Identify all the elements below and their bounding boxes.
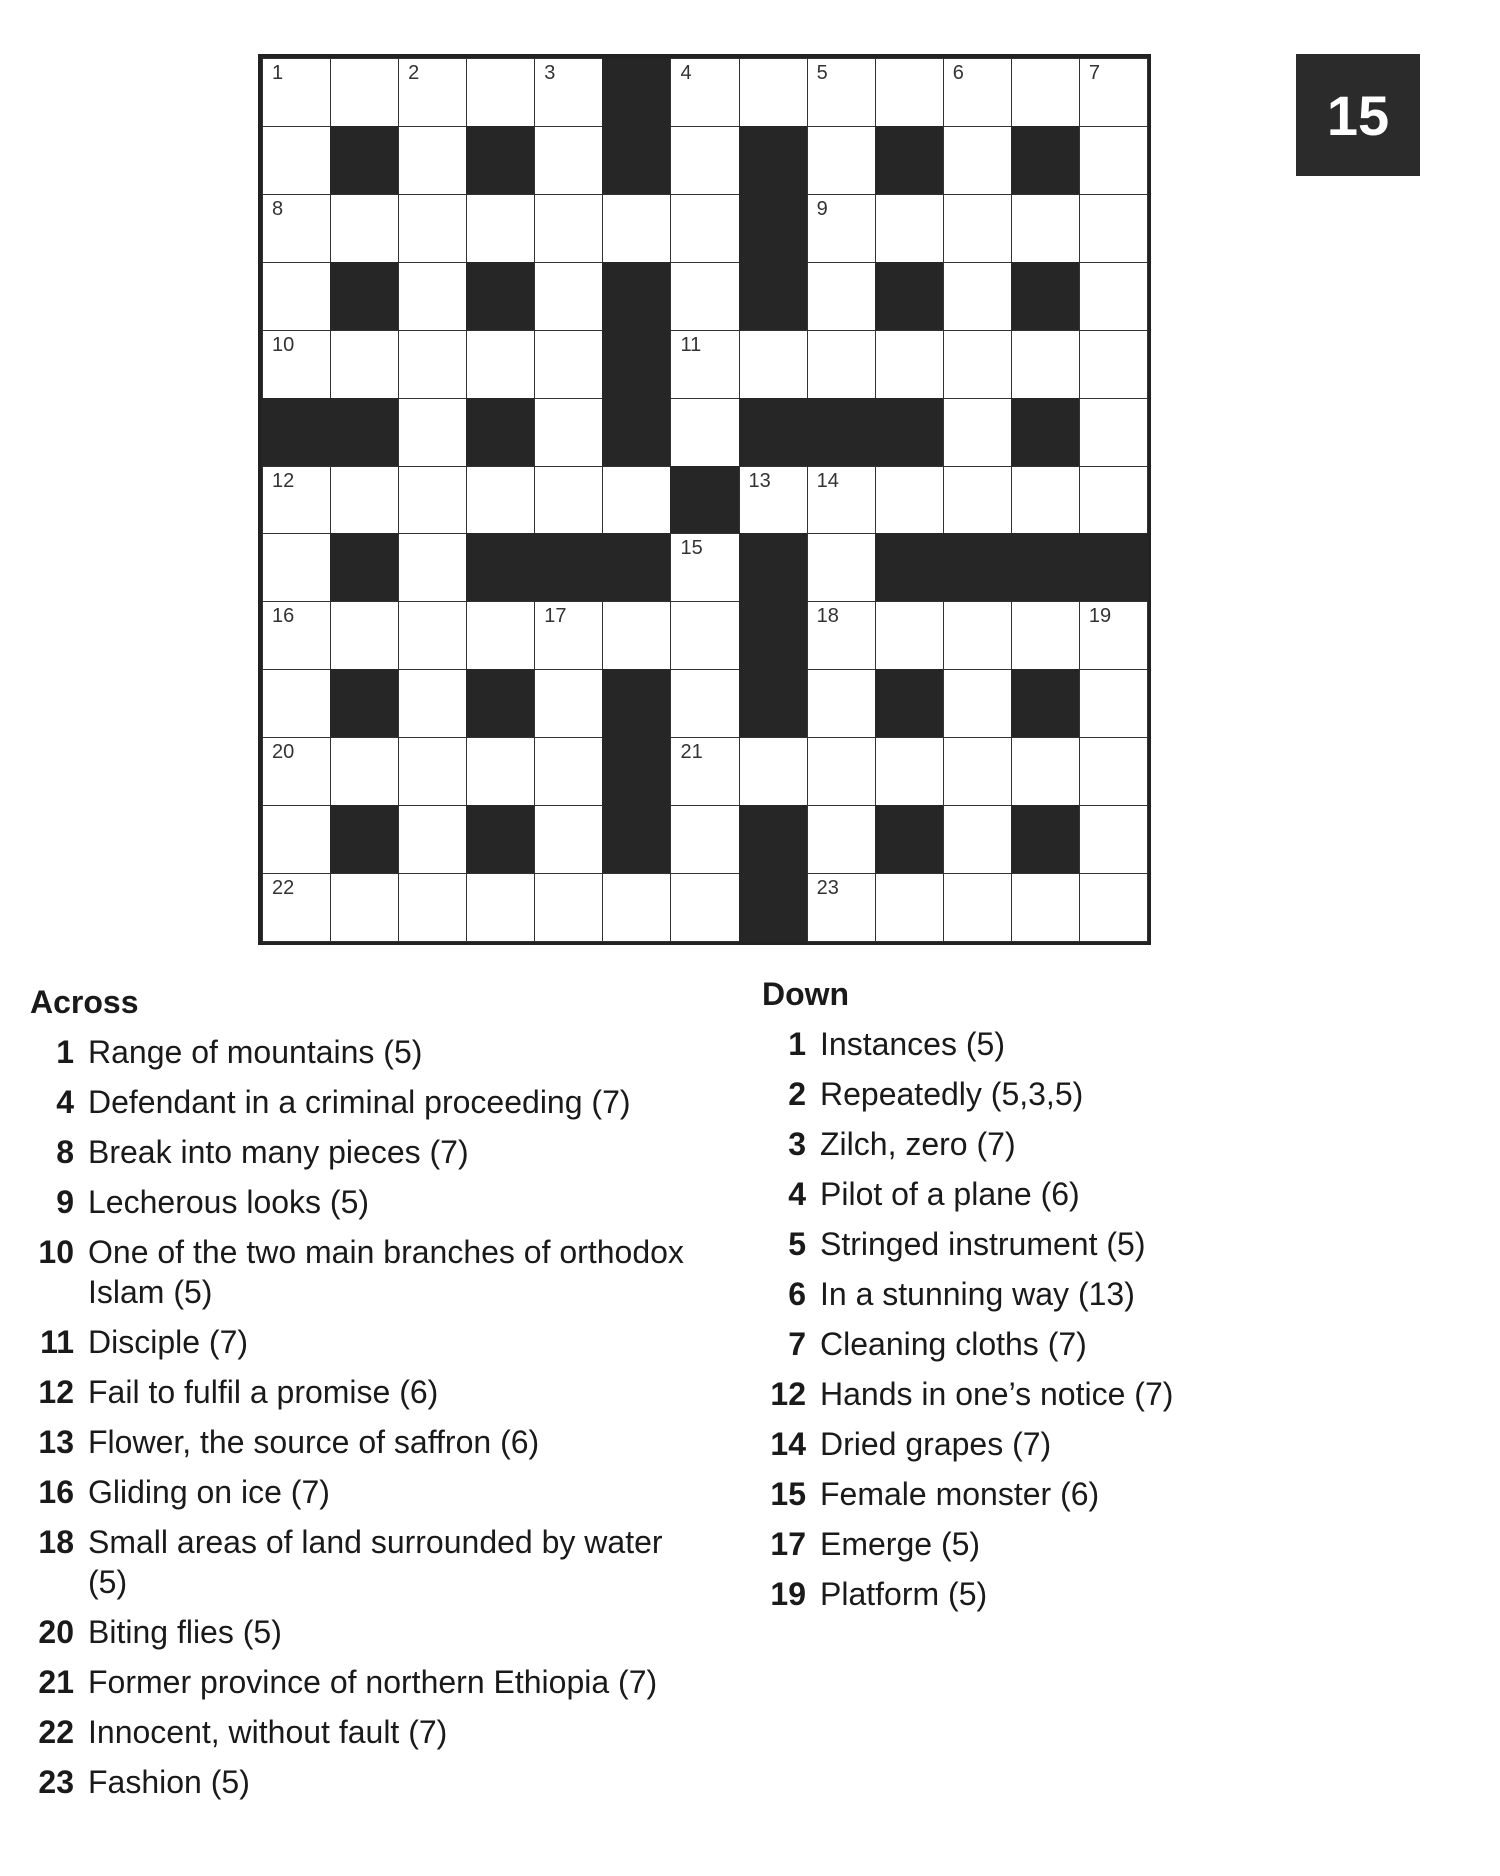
grid-cell[interactable] xyxy=(534,330,603,399)
clue-number: 22 xyxy=(38,1714,74,1750)
grid-cell[interactable] xyxy=(1079,669,1148,738)
clue-number: 13 xyxy=(38,1424,74,1460)
grid-cell[interactable] xyxy=(1011,601,1080,670)
grid-block xyxy=(602,398,671,467)
clue-number: 1 xyxy=(788,1026,806,1062)
grid-block xyxy=(1011,669,1080,738)
grid-cell[interactable] xyxy=(466,601,535,670)
grid-cell[interactable] xyxy=(807,58,876,127)
grid-cell[interactable] xyxy=(466,330,535,399)
grid-block xyxy=(739,398,808,467)
across-heading: Across xyxy=(30,984,139,1020)
grid-cell[interactable] xyxy=(262,466,331,535)
down-clue xyxy=(762,1074,1262,1114)
grid-block xyxy=(739,669,808,738)
grid-block xyxy=(875,669,944,738)
down-clue xyxy=(762,1324,1262,1364)
cell-number: 9 xyxy=(816,197,828,220)
grid-block xyxy=(466,669,535,738)
grid-block xyxy=(875,398,944,467)
grid-cell[interactable] xyxy=(1079,805,1148,874)
down-clue xyxy=(762,1374,1262,1414)
grid-cell[interactable] xyxy=(1079,58,1148,127)
grid-cell[interactable] xyxy=(398,805,467,874)
clue-number: 7 xyxy=(788,1326,806,1362)
grid-block xyxy=(1011,398,1080,467)
down-clue xyxy=(762,1474,1262,1514)
clue-number: 23 xyxy=(38,1764,74,1800)
grid-cell[interactable] xyxy=(398,330,467,399)
down-clue-list xyxy=(762,1024,1262,1624)
cell-number: 10 xyxy=(272,333,295,356)
clue-text: Defendant in a criminal proceeding (7) xyxy=(88,1084,631,1120)
across-clue xyxy=(30,1472,710,1512)
clue-text: Disciple (7) xyxy=(88,1324,249,1360)
grid-cell[interactable] xyxy=(466,873,535,942)
clue-number: 17 xyxy=(770,1526,806,1562)
grid-cell[interactable] xyxy=(943,737,1012,806)
clue-text: Former province of northern Ethiopia (7) xyxy=(88,1664,658,1700)
across-clue-list xyxy=(30,1032,710,1812)
clue-text: Stringed instrument (5) xyxy=(820,1226,1146,1262)
grid-block xyxy=(330,805,399,874)
grid-block xyxy=(602,330,671,399)
cell-number: 13 xyxy=(748,469,771,492)
grid-cell[interactable] xyxy=(1011,873,1080,942)
cell-number: 7 xyxy=(1088,62,1101,84)
clue-number: 3 xyxy=(788,1126,806,1162)
grid-block xyxy=(739,533,808,602)
grid-cell[interactable] xyxy=(875,194,944,263)
grid-cell[interactable] xyxy=(262,669,331,738)
clue-text: In a stunning way (13) xyxy=(820,1276,1135,1312)
grid-cell[interactable] xyxy=(943,805,1012,874)
grid-cell[interactable] xyxy=(602,601,671,670)
puzzle-number-badge: 15 xyxy=(1296,54,1420,176)
clue-number: 8 xyxy=(56,1134,74,1170)
grid-cell[interactable] xyxy=(807,330,876,399)
clue-number: 9 xyxy=(56,1184,74,1220)
clue-number: 19 xyxy=(770,1576,806,1612)
grid-cell[interactable] xyxy=(398,58,467,127)
across-clue xyxy=(30,1422,710,1462)
cell-number: 6 xyxy=(952,62,964,84)
grid-block xyxy=(875,533,944,602)
across-clue xyxy=(30,1232,710,1312)
grid-cell[interactable] xyxy=(807,601,876,670)
grid-cell[interactable] xyxy=(262,737,331,806)
grid-cell[interactable] xyxy=(534,126,603,195)
clue-number: 1 xyxy=(56,1034,74,1070)
across-clue xyxy=(30,1662,710,1702)
grid-cell[interactable] xyxy=(1079,873,1148,942)
grid-cell[interactable] xyxy=(875,873,944,942)
grid-cell[interactable] xyxy=(1079,398,1148,467)
grid-cell[interactable] xyxy=(670,194,739,263)
clue-number: 15 xyxy=(770,1476,806,1512)
grid-cell[interactable] xyxy=(670,58,739,127)
cell-number: 12 xyxy=(272,469,295,492)
across-clue xyxy=(30,1372,710,1412)
grid-cell[interactable] xyxy=(943,58,1012,127)
down-clue xyxy=(762,1524,1262,1564)
grid-block xyxy=(602,533,671,602)
grid-cell[interactable] xyxy=(943,194,1012,263)
grid-cell[interactable] xyxy=(398,601,467,670)
cell-number: 1 xyxy=(272,62,284,84)
grid-block xyxy=(534,533,603,602)
grid-cell[interactable] xyxy=(262,533,331,602)
grid-cell[interactable] xyxy=(398,466,467,535)
grid-cell[interactable] xyxy=(602,873,671,942)
grid-cell[interactable] xyxy=(807,533,876,602)
grid-cell[interactable] xyxy=(807,669,876,738)
grid-cell[interactable] xyxy=(670,330,739,399)
grid-cell[interactable] xyxy=(1011,330,1080,399)
grid-block xyxy=(602,262,671,331)
grid-cell[interactable] xyxy=(739,58,808,127)
grid-cell[interactable] xyxy=(739,466,808,535)
grid-cell[interactable] xyxy=(1079,601,1148,670)
clue-text: Cleaning cloths (7) xyxy=(820,1326,1087,1362)
clue-text: Female monster (6) xyxy=(820,1476,1100,1512)
grid-cell[interactable] xyxy=(398,262,467,331)
across-clue xyxy=(30,1612,710,1652)
grid-block xyxy=(1079,533,1148,602)
grid-cell[interactable] xyxy=(534,262,603,331)
clue-number: 14 xyxy=(770,1426,806,1462)
clue-number: 12 xyxy=(38,1374,74,1410)
clue-text: One of the two main branches of orthodox Islam (5) xyxy=(88,1234,684,1310)
clue-text: Innocent, without fault (7) xyxy=(88,1714,448,1750)
cell-number: 19 xyxy=(1088,605,1112,628)
grid-block xyxy=(466,262,535,331)
grid-cell[interactable] xyxy=(330,58,399,127)
grid-cell[interactable] xyxy=(398,669,467,738)
grid-block xyxy=(466,533,535,602)
grid-cell[interactable] xyxy=(330,194,399,263)
grid-cell[interactable] xyxy=(534,669,603,738)
grid-cell[interactable] xyxy=(534,737,603,806)
grid-cell[interactable] xyxy=(398,533,467,602)
down-clue xyxy=(762,1124,1262,1164)
grid-block xyxy=(1011,533,1080,602)
grid-cell[interactable] xyxy=(943,330,1012,399)
clue-text: Small areas of land surrounded by water (5) xyxy=(88,1524,663,1600)
grid-cell[interactable] xyxy=(398,126,467,195)
grid-block xyxy=(943,533,1012,602)
clue-number: 4 xyxy=(788,1176,806,1212)
grid-cell[interactable] xyxy=(807,466,876,535)
grid-cell[interactable] xyxy=(398,737,467,806)
cell-number: 4 xyxy=(680,62,692,84)
grid-cell[interactable] xyxy=(262,873,331,942)
grid-cell[interactable] xyxy=(466,466,535,535)
grid-cell[interactable] xyxy=(670,669,739,738)
across-clue xyxy=(30,1132,710,1172)
clue-number: 4 xyxy=(56,1084,74,1120)
clue-number: 11 xyxy=(40,1324,74,1360)
clue-text: Repeatedly (5,3,5) xyxy=(820,1076,1084,1112)
grid-cell[interactable] xyxy=(943,466,1012,535)
grid-cell[interactable] xyxy=(739,330,808,399)
grid-cell[interactable] xyxy=(262,58,331,127)
cell-number: 22 xyxy=(272,877,295,900)
grid-cell[interactable] xyxy=(262,330,331,399)
down-clue xyxy=(762,1024,1262,1064)
clue-text: Dried grapes (7) xyxy=(820,1426,1052,1462)
grid-cell[interactable] xyxy=(262,126,331,195)
grid-block xyxy=(602,58,671,127)
clue-text: Hands in one’s notice (7) xyxy=(820,1376,1174,1412)
clue-text: Fashion (5) xyxy=(88,1764,250,1800)
grid-cell[interactable] xyxy=(807,805,876,874)
grid-cell[interactable] xyxy=(943,262,1012,331)
across-clue xyxy=(30,1762,710,1802)
clue-text: Emerge (5) xyxy=(820,1526,981,1562)
grid-block xyxy=(262,398,331,467)
cell-number: 3 xyxy=(544,62,556,84)
down-clue xyxy=(762,1424,1262,1464)
grid-cell[interactable] xyxy=(534,805,603,874)
clue-number: 21 xyxy=(38,1664,74,1700)
down-heading: Down xyxy=(762,976,850,1012)
grid-cell[interactable] xyxy=(943,669,1012,738)
grid-cell[interactable] xyxy=(262,805,331,874)
grid-cell[interactable] xyxy=(1079,126,1148,195)
grid-cell[interactable] xyxy=(670,126,739,195)
cell-number: 11 xyxy=(680,333,702,356)
crossword-grid xyxy=(258,54,1151,945)
grid-cell[interactable] xyxy=(534,601,603,670)
grid-cell[interactable] xyxy=(875,466,944,535)
clue-text: Pilot of a plane (6) xyxy=(820,1176,1080,1212)
across-clue xyxy=(30,1522,710,1602)
clue-text: Flower, the source of saffron (6) xyxy=(88,1424,540,1460)
grid-block xyxy=(602,805,671,874)
grid-cell[interactable] xyxy=(807,737,876,806)
down-clue xyxy=(762,1174,1262,1214)
grid-block xyxy=(602,126,671,195)
grid-block xyxy=(807,398,876,467)
grid-cell[interactable] xyxy=(466,737,535,806)
grid-block xyxy=(1011,805,1080,874)
cell-number: 23 xyxy=(816,877,839,900)
grid-cell[interactable] xyxy=(466,194,535,263)
across-clue xyxy=(30,1322,710,1362)
grid-cell[interactable] xyxy=(262,194,331,263)
grid-cell[interactable] xyxy=(1079,466,1148,535)
clue-text: Range of mountains (5) xyxy=(88,1034,423,1070)
grid-cell[interactable] xyxy=(807,194,876,263)
grid-cell[interactable] xyxy=(262,601,331,670)
clue-text: Instances (5) xyxy=(820,1026,1005,1062)
grid-block xyxy=(670,466,739,535)
cell-number: 21 xyxy=(680,741,703,764)
grid-block xyxy=(466,398,535,467)
grid-block xyxy=(739,873,808,942)
cell-number: 5 xyxy=(816,62,828,84)
grid-cell[interactable] xyxy=(670,262,739,331)
cell-number: 18 xyxy=(816,605,839,628)
grid-cell[interactable] xyxy=(807,262,876,331)
clue-text: Break into many pieces (7) xyxy=(88,1134,469,1170)
grid-cell[interactable] xyxy=(670,873,739,942)
clue-text: Gliding on ice (7) xyxy=(88,1474,330,1510)
clue-number: 5 xyxy=(788,1226,806,1262)
across-clue xyxy=(30,1082,710,1122)
grid-cell[interactable] xyxy=(398,194,467,263)
grid-cell[interactable] xyxy=(602,194,671,263)
grid-cell[interactable] xyxy=(330,601,399,670)
across-clue xyxy=(30,1182,710,1222)
grid-block xyxy=(739,601,808,670)
clue-text: Lecherous looks (5) xyxy=(88,1184,370,1220)
cell-number: 15 xyxy=(680,537,703,560)
grid-cell[interactable] xyxy=(670,737,739,806)
grid-block xyxy=(602,737,671,806)
down-clue xyxy=(762,1274,1262,1314)
clue-text: Biting flies (5) xyxy=(88,1614,282,1650)
grid-cell[interactable] xyxy=(1079,262,1148,331)
grid-cell[interactable] xyxy=(875,58,944,127)
grid-block xyxy=(739,262,808,331)
grid-cell[interactable] xyxy=(398,873,467,942)
grid-block xyxy=(330,262,399,331)
grid-cell[interactable] xyxy=(1011,737,1080,806)
grid-cell[interactable] xyxy=(1011,194,1080,263)
grid-cell[interactable] xyxy=(534,58,603,127)
grid-cell[interactable] xyxy=(1079,330,1148,399)
grid-cell[interactable] xyxy=(534,398,603,467)
grid-cell[interactable] xyxy=(330,466,399,535)
grid-cell[interactable] xyxy=(670,805,739,874)
grid-cell[interactable] xyxy=(534,194,603,263)
down-clue xyxy=(762,1224,1262,1264)
grid-cell[interactable] xyxy=(943,398,1012,467)
grid-cell[interactable] xyxy=(1011,58,1080,127)
grid-cell[interactable] xyxy=(875,330,944,399)
grid-cell[interactable] xyxy=(1011,466,1080,535)
grid-block xyxy=(466,805,535,874)
grid-cell[interactable] xyxy=(330,737,399,806)
grid-cell[interactable] xyxy=(534,873,603,942)
clue-text: Zilch, zero (7) xyxy=(820,1126,1016,1162)
grid-cell[interactable] xyxy=(330,873,399,942)
grid-block xyxy=(330,669,399,738)
clue-number: 20 xyxy=(38,1614,74,1650)
grid-block xyxy=(875,126,944,195)
cell-number: 14 xyxy=(816,469,839,492)
across-clue xyxy=(30,1032,710,1072)
grid-block xyxy=(330,126,399,195)
clue-number: 2 xyxy=(788,1076,806,1112)
grid-block xyxy=(466,126,535,195)
grid-cell[interactable] xyxy=(943,601,1012,670)
grid-cell[interactable] xyxy=(398,398,467,467)
cell-number: 2 xyxy=(408,62,420,84)
grid-cell[interactable] xyxy=(875,737,944,806)
grid-block xyxy=(1011,126,1080,195)
grid-cell[interactable] xyxy=(1079,737,1148,806)
clue-number: 12 xyxy=(770,1376,806,1412)
grid-block xyxy=(1011,262,1080,331)
grid-cell[interactable] xyxy=(670,398,739,467)
grid-cell[interactable] xyxy=(602,466,671,535)
clue-text: Fail to fulfil a promise (6) xyxy=(88,1374,439,1410)
grid-cell[interactable] xyxy=(943,873,1012,942)
down-clue xyxy=(762,1574,1262,1614)
grid-cell[interactable] xyxy=(262,262,331,331)
grid-cell[interactable] xyxy=(807,873,876,942)
cell-number: 8 xyxy=(272,197,284,220)
grid-cell[interactable] xyxy=(807,126,876,195)
clue-number: 18 xyxy=(38,1524,74,1560)
grid-cell[interactable] xyxy=(739,737,808,806)
grid-cell[interactable] xyxy=(670,533,739,602)
grid-cell[interactable] xyxy=(943,126,1012,195)
clue-number: 16 xyxy=(38,1474,74,1510)
cell-number: 17 xyxy=(544,605,567,628)
grid-cell[interactable] xyxy=(670,601,739,670)
grid-cell[interactable] xyxy=(875,601,944,670)
grid-cell[interactable] xyxy=(466,58,535,127)
clue-number: 6 xyxy=(788,1276,806,1312)
grid-block xyxy=(739,126,808,195)
cell-number: 16 xyxy=(272,605,295,628)
grid-block xyxy=(739,194,808,263)
clue-text: Platform (5) xyxy=(820,1576,988,1612)
across-clue xyxy=(30,1712,710,1752)
cell-number: 20 xyxy=(272,741,295,764)
grid-cell[interactable] xyxy=(1079,194,1148,263)
grid-block xyxy=(330,398,399,467)
grid-block xyxy=(330,533,399,602)
clue-number: 10 xyxy=(38,1234,74,1270)
grid-block xyxy=(739,805,808,874)
grid-cell[interactable] xyxy=(330,330,399,399)
grid-cell[interactable] xyxy=(534,466,603,535)
grid-block xyxy=(875,805,944,874)
grid-block xyxy=(602,669,671,738)
grid-block xyxy=(875,262,944,331)
